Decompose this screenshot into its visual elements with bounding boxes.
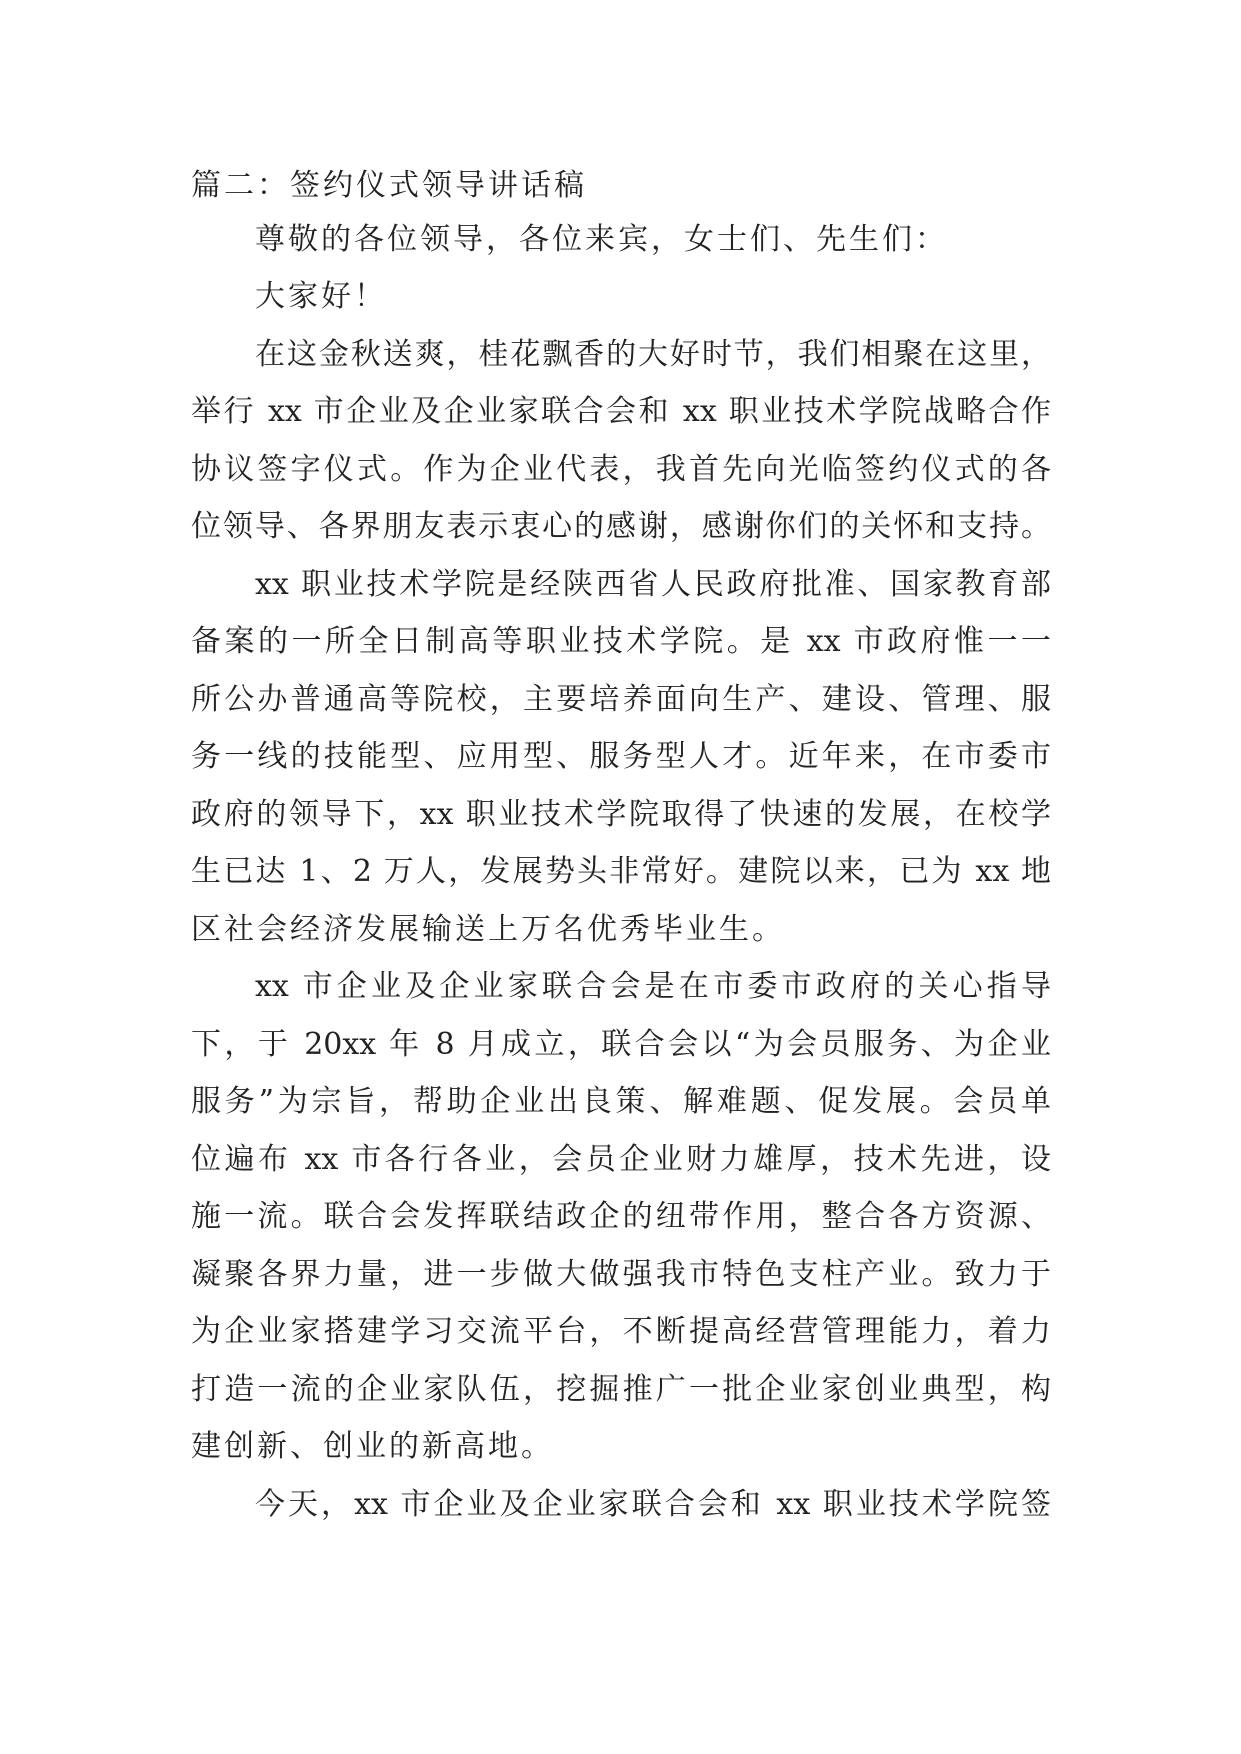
paragraph-line: 所公办普通高等院校，主要培养面向生产、建设、管理、服 <box>191 682 1051 717</box>
salutation-line: 尊敬的各位领导，各位来宾，女士们、先生们： <box>255 222 948 257</box>
paragraph-line: 政府的领导下，xx 职业技术学院取得了快速的发展，在校学 <box>191 797 1051 832</box>
paragraph-line: 服务”为宗旨，帮助企业出良策、解难题、促发展。会员单 <box>191 1084 1051 1119</box>
paragraph-line: xx 市企业及企业家联合会是在市委市政府的关心指导 <box>255 969 1051 1004</box>
paragraph-line: 举行 xx 市企业及企业家联合会和 xx 职业技术学院战略合作 <box>191 394 1051 429</box>
paragraph-line: 协议签字仪式。作为企业代表，我首先向光临签约仪式的各 <box>191 452 1051 487</box>
paragraph-line: 位领导、各界朋友表示衷心的感谢，感谢你们的关怀和支持。 <box>191 509 1051 544</box>
paragraph-line: 今天，xx 市企业及企业家联合会和 xx 职业技术学院签 <box>255 1487 1051 1522</box>
paragraph-line: 备案的一所全日制高等职业技术学院。是 xx 市政府惟一一 <box>191 624 1051 659</box>
greeting-line: 大家好！ <box>255 279 387 314</box>
paragraph-line: xx 职业技术学院是经陕西省人民政府批准、国家教育部 <box>255 567 1051 602</box>
paragraph-line: 位遍布 xx 市各行各业，会员企业财力雄厚，技术先进，设 <box>191 1142 1051 1177</box>
paragraph-line: 施一流。联合会发挥联结政企的纽带作用，整合各方资源、 <box>191 1199 1051 1234</box>
paragraph-line: 生已达 1、2 万人，发展势头非常好。建院以来，已为 xx 地 <box>191 854 1051 889</box>
paragraph-line: 建创新、创业的新高地。 <box>191 1429 554 1464</box>
paragraph-line: 下，于 20xx 年 8 月成立，联合会以“为会员服务、为企业 <box>191 1027 1051 1062</box>
document-title: 篇二：签约仪式领导讲话稿 <box>191 168 587 203</box>
paragraph-line: 在这金秋送爽，桂花飘香的大好时节，我们相聚在这里， <box>255 337 1051 372</box>
paragraph-line: 务一线的技能型、应用型、服务型人才。近年来，在市委市 <box>191 739 1051 774</box>
paragraph-line: 区社会经济发展输送上万名优秀毕业生。 <box>191 912 785 947</box>
paragraph-line: 打造一流的企业家队伍，挖掘推广一批企业家创业典型，构 <box>191 1372 1051 1407</box>
paragraph-line: 凝聚各界力量，进一步做大做强我市特色支柱产业。致力于 <box>191 1257 1051 1292</box>
paragraph-line: 为企业家搭建学习交流平台，不断提高经营管理能力，着力 <box>191 1314 1051 1349</box>
